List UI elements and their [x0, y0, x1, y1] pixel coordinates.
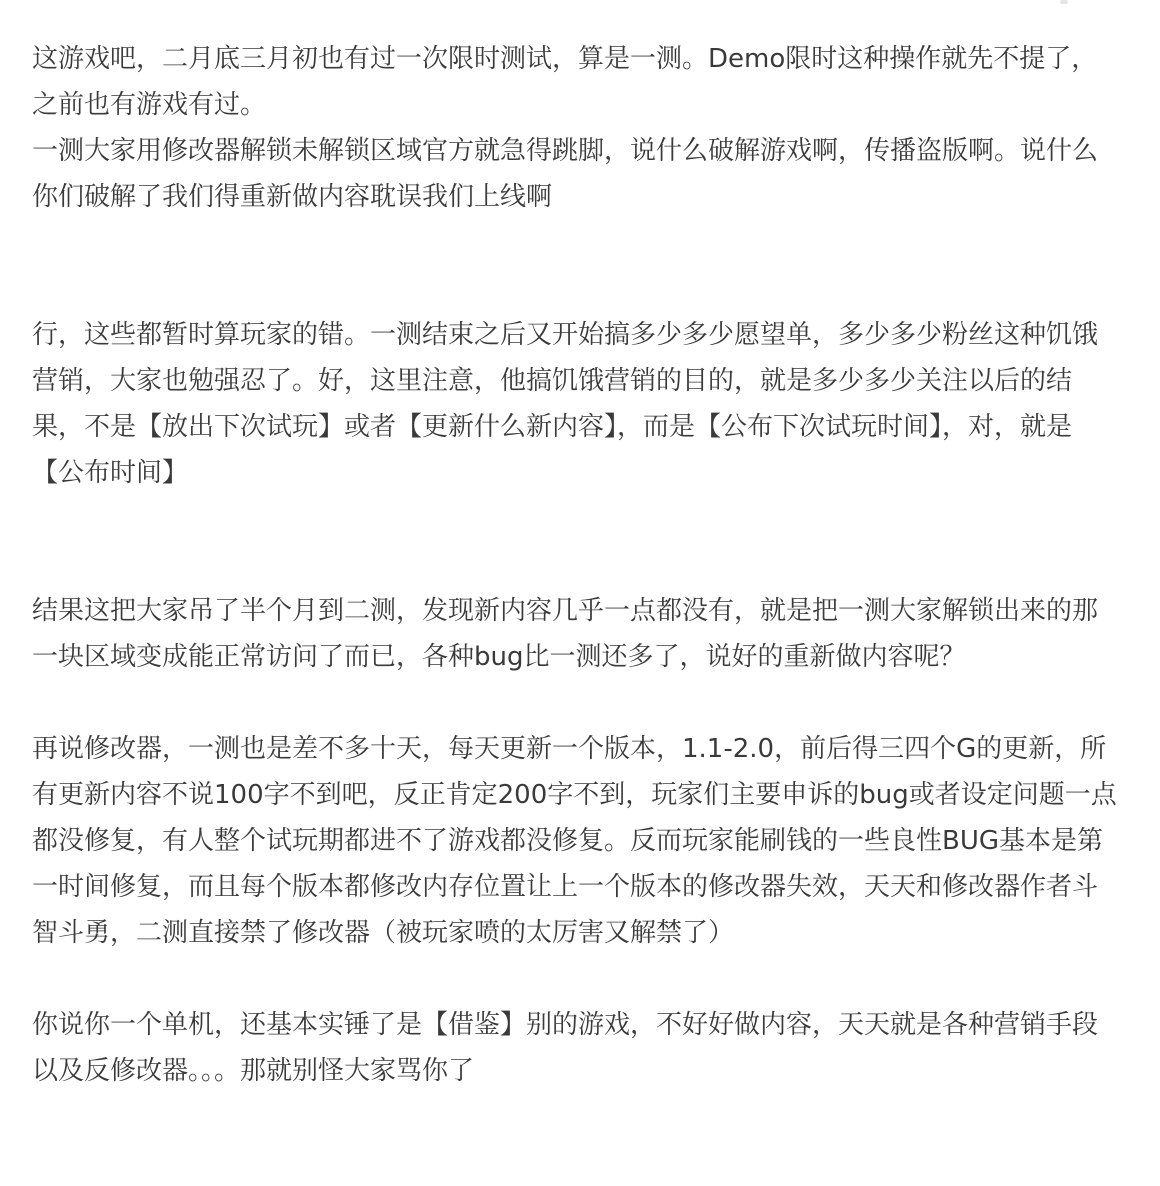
paragraph-gap	[32, 956, 1122, 1002]
paragraph-2: 一测大家用修改器解锁未解锁区域官方就急得跳脚，说什么破解游戏啊，传播盗版啊。说什么你们破解了我们得重新做内容耽误我们上线啊	[32, 136, 1099, 212]
corner-mark	[1060, 0, 1068, 4]
paragraph-5: 再说修改器，一测也是差不多十天，每天更新一个版本，1.1-2.0，前后得三四个G的更新，所有更新内容不说100字不到吧，反正肯定200字不到，玩家们主要申诉的bug或者设定问题一点都没修复，有人整个试玩期都进不了游戏都没修复。反而玩家能刷钱的一些良性BUG基本是第一时间修复，而且每个版本都修改内存位置让上一个版本的修改器失效，天天和修改器作者斗智斗勇，二测直接禁了修改器（被玩家喷的太厉害又解禁了）	[32, 734, 1117, 948]
paragraph-gap	[32, 220, 1122, 312]
paragraph-1: 这游戏吧，二月底三月初也有过一次限时测试，算是一测。Demo限时这种操作就先不提了，之前也有游戏有过。	[32, 44, 1098, 120]
post-body	[32, 36, 1122, 1094]
paragraph-4: 结果这把大家吊了半个月到二测，发现新内容几乎一点都没有，就是把一测大家解锁出来的那一块区域变成能正常访问了而已，各种bug比一测还多了，说好的重新做内容呢？	[32, 596, 1099, 672]
paragraph-gap	[32, 680, 1122, 726]
paragraph-6: 你说你一个单机，还基本实锤了是【借鉴】别的游戏，不好好做内容，天天就是各种营销手段以及反修改器。。。那就别怪大家骂你了	[32, 1010, 1099, 1086]
paragraph-gap	[32, 496, 1122, 588]
paragraph-3: 行，这些都暂时算玩家的错。一测结束之后又开始搞多少多少愿望单，多少多少粉丝这种饥饿营销，大家也勉强忍了。好，这里注意，他搞饥饿营销的目的，就是多少多少关注以后的结果，不是【放出下次试玩】或者【更新什么新内容】，而是【公布下次试玩时间】，对，就是【公布时间】	[32, 320, 1099, 488]
